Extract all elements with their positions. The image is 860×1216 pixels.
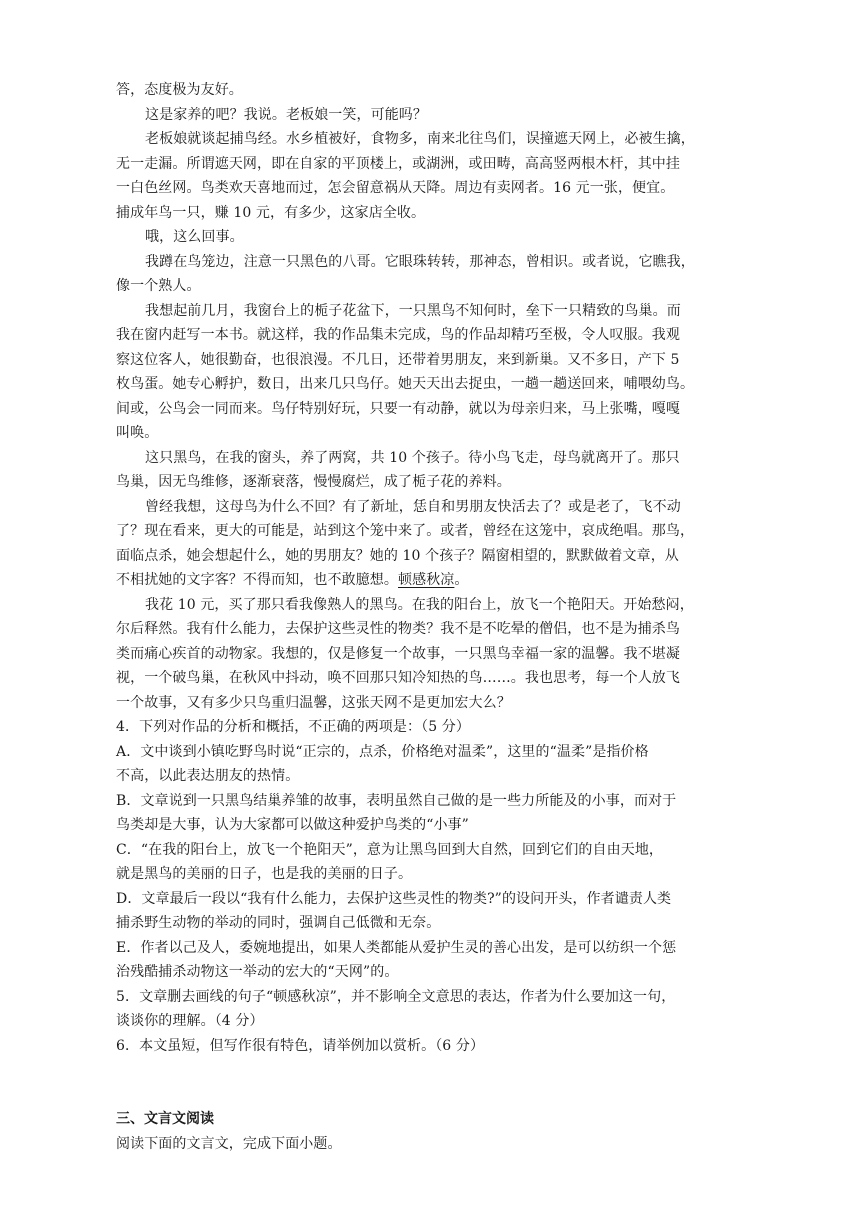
passage-line: 类而痛心疾首的动物家。我想的，仅是修复一个故事，一只黑鸟幸福一家的温馨。我不堪凝 (116, 645, 680, 662)
passage-line: 尔后释然。我有什么能力，去保护这些灵性的物类？我不是不吃晕的僧侣，也不是为捕杀鸟 (116, 621, 680, 637)
passage-line: 察这位客人，她很勤奋，也很浪漫。不几日，还带着男朋友，来到新巢。又不多日，产下 5 (116, 351, 680, 368)
option-b: B．文章说到一只黑鸟结巢养雏的故事，表明虽然自己做的是一些力所能及的小事，而对于 (116, 792, 677, 809)
passage-line: 我蹲在鸟笼边，注意一只黑色的八哥。它眼珠转转，那神态，曾相识。或者说，它瞧我， (145, 253, 695, 270)
option-e: E．作者以己及人，委婉地提出，如果人类都能从爱护生灵的善心出发，是可以纺织一个惩 (116, 939, 677, 956)
option-c: 就是黑鸟的美丽的日子，也是我的美丽的日子。 (116, 866, 413, 882)
passage-line: 一白色丝网。鸟类欢天喜地而过，怎会留意祸从天降。周边有卖网者。16 元一张，便宜。 (116, 180, 675, 196)
option-c: C．“在我的阳台上，放飞一个艳阳天”，意为让黑鸟回到大自然，回到它们的自由天地， (116, 841, 664, 858)
option-e: 治残酷捕杀动物这一举动的宏大的“天网”的。 (116, 964, 399, 980)
passage-line: 鸟巢，因无鸟维修，逐渐衰落，慢慢腐烂，成了栀子花的养料。 (116, 474, 511, 490)
option-d: D．文章最后一段以“我有什么能力，去保护这些灵性的物类?”的设问开头，作者谴责人类 (116, 890, 672, 907)
passage-line: 了？现在看来，更大的可能是，站到这个笼中来了。或者，曾经在这笼中，哀成绝唱。那鸟， (116, 523, 695, 539)
passage-line: 面临点杀，她会想起什么，她的男朋友？她的 10 个孩子？隔窗相望的，默默做着文章，从 (116, 547, 679, 564)
question-4: 4．下列对作品的分析和概括，不正确的两项是：（5 分） (116, 719, 470, 735)
passage-line: 哦，这么回事。 (145, 229, 244, 245)
passage-text: 不相扰她的文字客？不得而知，也不敢臆想。 (116, 572, 398, 588)
passage-line: 叫唤。 (116, 425, 159, 441)
question-5: 5．文章删去画线的句子“顿感秋凉”，并不影响全文意思的表达，作者为什么要加这一句， (116, 988, 676, 1005)
passage-line: 间或，公鸟会一同而来。鸟仔特别好玩，只要一有动静，就以为母亲归来，马上张嘴，嘎嘎 (116, 400, 680, 417)
underlined-sentence: 顿感秋凉 (398, 572, 455, 588)
passage-line: 我花 10 元，买了那只看我像熟人的黑鸟。在我的阳台上，放飞一个艳阳天。开始愁闷， (145, 596, 694, 613)
passage-line: 一个故事，又有多少只鸟重归温馨，这张天网不是更加宏大么？ (116, 694, 511, 711)
option-a: A．文中谈到小镇吃野鸟时说“正宗的，点杀，价格绝对温柔”，这里的“温柔”是指价格 (116, 743, 649, 760)
section-heading: 三、文言文阅读 (116, 1111, 214, 1127)
passage-line (116, 568, 736, 593)
passage-line: 无一走漏。所谓遮天网，即在自家的平顶楼上，或湖洲，或田畴，高高竖两根木杆，其中挂 (116, 155, 680, 172)
document-page (116, 78, 736, 1156)
passage-line: 答，态度极为友好。 (116, 82, 243, 98)
section-spacer (116, 1058, 736, 1107)
option-d: 捕杀野生动物的举动的同时，强调自己低微和无奈。 (116, 915, 441, 931)
question-6: 6．本文虽短，但写作很有特色，请举例加以赏析。（6 分） (116, 1037, 485, 1054)
passage-line: 像一个熟人。 (116, 278, 201, 294)
passage-line: 这只黑鸟，在我的窗头，养了两窝，共 10 个孩子。待小鸟飞走，母鸟就离开了。那只 (145, 449, 680, 466)
passage-line: 老板娘就谈起捕鸟经。水乡植被好，食物多，南来北往鸟们，误撞遮天网上，必被生擒， (145, 131, 695, 147)
passage-line: 曾经我想，这母鸟为什么不回？有了新址，恁自和男朋友快活去了？或是老了，飞不动 (145, 498, 681, 515)
option-b: 鸟类却是大事，认为大家都可以做这种爱护鸟类的“小事” (116, 817, 469, 833)
section-instruction: 阅读下面的文言文，完成下面小题。 (116, 1135, 342, 1152)
passage-line: 捕成年鸟一只，赚 10 元，有多少，这家店全收。 (116, 204, 426, 221)
passage-line: 我在窗内赶写一本书。就这样，我的作品集未完成，鸟的作品却精巧至极，令人叹服。我观 (116, 327, 680, 343)
passage-text: 。 (454, 572, 469, 588)
passage-line: 我想起前几月，我窗台上的栀子花盆下，一只黑鸟不知何时，垒下一只精致的鸟巢。而 (145, 302, 681, 319)
passage-line: 枚鸟蛋。她专心孵护，数日，出来几只鸟仔。她天天出去捉虫，一趟一趟送回来，哺喂幼鸟。 (116, 376, 695, 392)
passage-line: 这是家养的吧？我说。老板娘一笑，可能吗？ (145, 106, 427, 123)
question-5: 谈谈你的理解。（4 分） (116, 1013, 264, 1029)
option-a: 不高，以此表达朋友的热情。 (116, 768, 300, 784)
passage-line: 视，一个破鸟巢，在秋风中抖动，唤不回那只知冷知热的鸟……。我也思考，每一个人放飞 (116, 670, 680, 686)
